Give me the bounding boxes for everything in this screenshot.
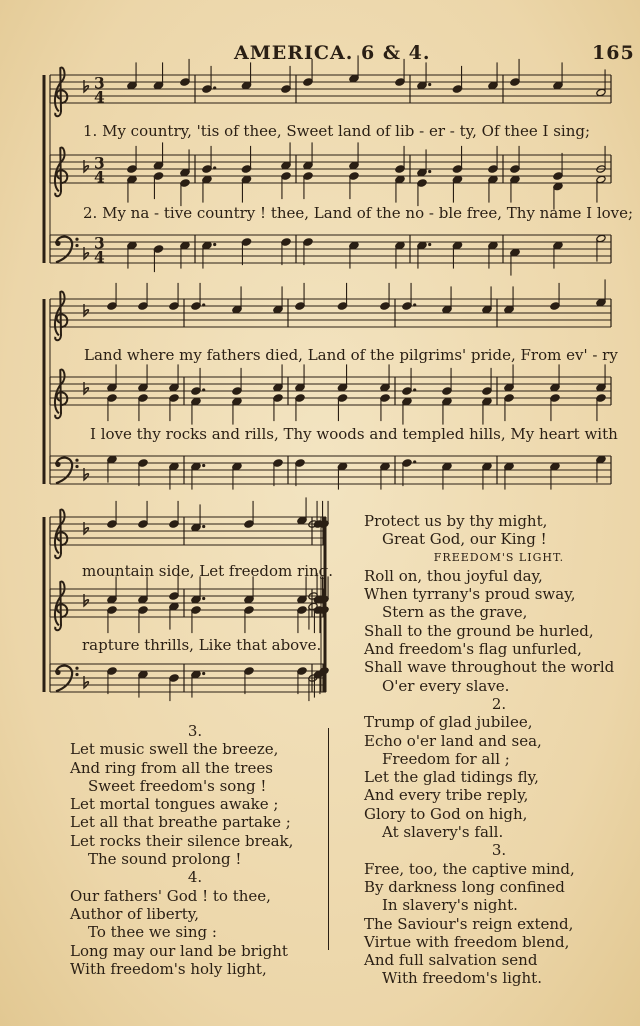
verse-line: The sound prolong ! [88,850,242,869]
time-signature-top: 3 [94,74,105,93]
note-dot [202,303,205,306]
verse-line: Let mortal tongues awake ; [70,795,279,814]
bass-clef-dot [75,465,78,468]
lyric-line: Land where my fathers died, Land of the pilgrims' pride, From ev' - ry [84,346,618,364]
verse-line: Shall wave throughout the world [364,658,615,677]
verse-number: 3. [187,722,203,740]
bass-clef-dot [75,673,78,676]
verse-line: Let rocks their silence break, [70,831,294,850]
verse-line: At slavery's fall. [382,823,504,842]
note-dot [202,525,205,528]
verse-column-left [70,722,320,978]
time-signature-bottom: 4 [94,248,105,267]
verse-line: Free, too, the captive mind, [364,859,575,878]
verse-line: Let music swell the breeze, [70,740,279,759]
verse-number: 2. [491,694,507,713]
note-dot [202,597,205,600]
treble-clef-loop [57,170,68,183]
bass-clef-dot [55,241,60,246]
verse-line: To thee we sing : [88,923,217,942]
verse-line: And ring from all the trees [70,758,273,777]
time-signature-top: 3 [94,154,105,173]
bass-clef-dot [55,670,60,675]
note-dot [202,672,205,675]
verse-line: Trump of glad jubilee, [364,713,533,732]
verse-line: Virtue with freedom blend, [364,932,570,951]
note-dot [413,460,416,463]
note-dot [213,166,216,169]
verse-line: When tyrrany's proud sway, [364,585,576,604]
verse-line: Roll on, thou joyful day, [364,566,543,585]
bass-clef-dot [75,667,78,670]
verse-number: 3. [491,841,507,860]
treble-clef-loop [57,392,68,405]
page-number: 165 [592,42,635,64]
verse-line: Glory to God on high, [364,804,528,823]
verse-line: Shall to the ground be hurled, [364,621,594,640]
verse-line: Let all that breathe partake ; [70,813,291,832]
bass-clef-dot [75,238,78,241]
note-dot [202,464,205,467]
lyric-line: 2. My na - tive country ! thee, Land of the no - ble free, Thy name I love; [83,204,634,222]
note-dot [428,170,431,173]
bass-clef-dot [75,459,78,462]
verse-line: And freedom's flag unfurled, [364,640,582,659]
verse-line: And every tribe reply, [364,786,529,805]
bass-clef-dot [55,462,60,467]
verse-column-right [364,512,634,988]
verse-line: Great God, our King ! [382,530,547,549]
lyric-line: rapture thrills, Like that above. [82,636,322,654]
page-title: AMERICA. 6 & 4. [234,42,431,64]
verse-line: Author of liberty, [70,904,200,923]
note-dot [213,86,216,89]
lyric-line: mountain side, Let freedom ring. [82,562,334,580]
verse-line: The Saviour's reign extend, [364,914,574,933]
note-dot [413,388,416,391]
note-dot [413,303,416,306]
lyric-line: 1. My country, 'tis of thee, Sweet land of lib - er - ty, Of thee I sing; [83,122,591,140]
verse-number: 4. [187,868,203,887]
verse-line: By darkness long confined [364,877,565,896]
verse-line: O'er every slave. [382,676,510,695]
verse-line: With freedom's holy light, [70,959,267,978]
verse-line: Long may our land be bright [70,941,288,960]
note-dot [428,243,431,246]
treble-clef-loop [57,314,68,327]
time-signature-bottom: 4 [94,168,105,187]
note-dot [213,243,216,246]
treble-clef-loop [57,90,68,103]
verse-line: Sweet freedom's song ! [88,776,267,795]
verse-line: Protect us by thy might, [364,512,548,530]
note-dot [202,388,205,391]
verse-line: Let the glad tidings fly, [364,768,539,787]
verse-line: With freedom's light. [382,969,542,988]
verse-line: And full salvation send [364,951,538,970]
verse-line: Freedom for all ; [382,749,510,768]
hymn-title: FREEDOM'S LIGHT. [433,550,565,564]
lyric-line: I love thy rocks and rills, Thy woods and templed hills, My heart with [90,425,618,443]
note-dot [428,83,431,86]
column-divider [328,728,329,950]
verse-line: Stern as the grave, [382,603,528,622]
bass-clef-dot [75,244,78,247]
treble-clef-loop [57,604,68,617]
verse-line: In slavery's night. [382,896,518,915]
verse-line: Our fathers' God ! to thee, [70,886,271,905]
verse-line: Echo o'er land and sea, [364,731,542,750]
time-signature-bottom: 4 [94,88,105,107]
time-signature-top: 3 [94,234,105,253]
treble-clef-loop [57,532,68,545]
